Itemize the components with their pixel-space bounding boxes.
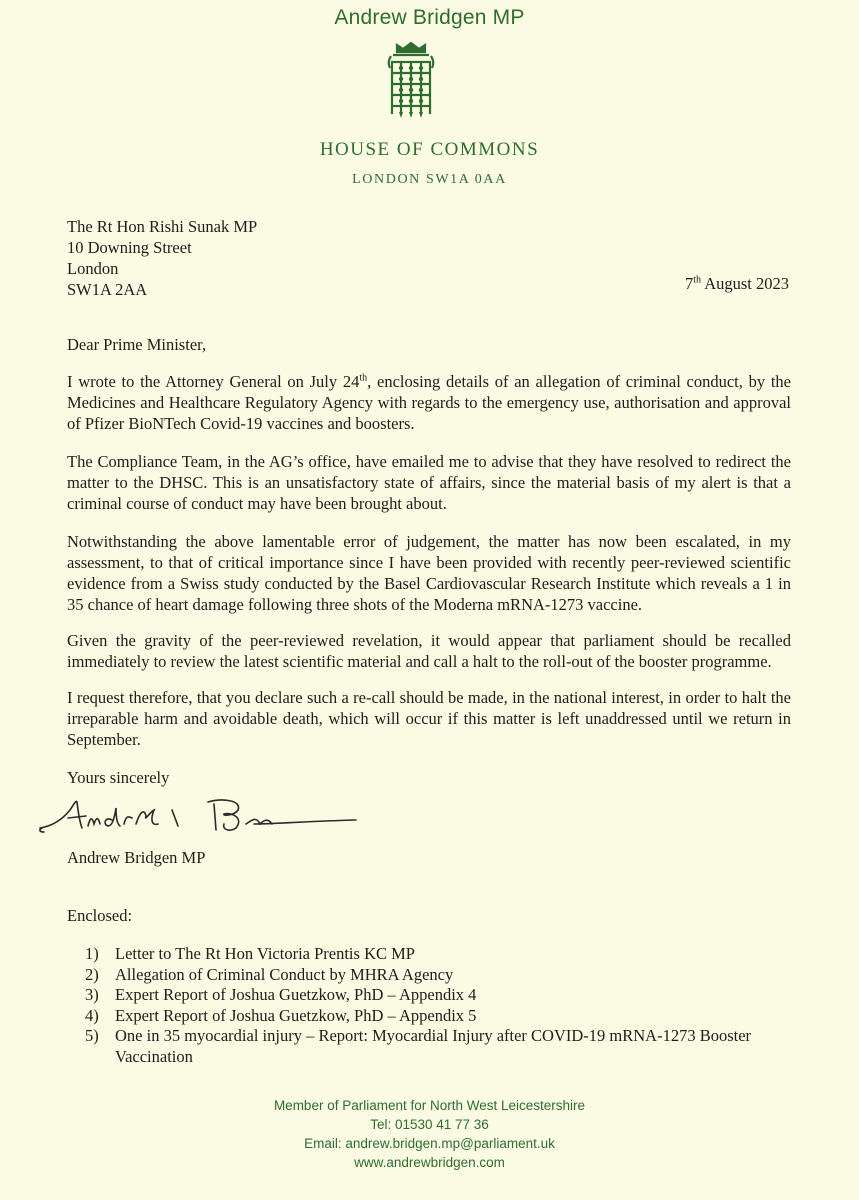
list-item (85, 965, 805, 986)
footer-constituency: Member of Parliament for North West Leicestershire (273, 1098, 586, 1113)
item-number: 2) (85, 964, 99, 984)
recipient-line: SW1A 2AA (67, 280, 148, 299)
footer-email: Email: andrew.bridgen.mp@parliament.uk (304, 1136, 555, 1151)
letterhead-address: LONDON SW1A 0AA (352, 172, 507, 187)
body-paragraph-4: Given the gravity of the peer-reviewed revelation, it would appear that parliament should be recalled immediately to review the latest scientific material and call a halt to the roll-out of the booster programme. (67, 631, 791, 671)
list-item (85, 1006, 805, 1027)
letter-footer (0, 1096, 859, 1172)
recipient-address (67, 216, 257, 300)
list-item (85, 944, 805, 965)
house-of-commons-heading: HOUSE OF COMMONS (319, 139, 540, 160)
item-text: Expert Report of Joshua Guetzkow, PhD – Appendix 5 (115, 1005, 477, 1025)
item-text: One in 35 myocardial injury – Report: Myocardial Injury after COVID-19 mRNA-1273 Booster Vaccination (115, 1026, 752, 1066)
date-month-year: August 2023 (704, 274, 789, 293)
recipient-line: London (67, 259, 119, 278)
mp-name-heading: Andrew Bridgen MP (334, 6, 525, 29)
enclosed-label: Enclosed: (67, 906, 133, 925)
footer-website: www.andrewbridgen.com (354, 1155, 505, 1170)
body-paragraph-1 (67, 371, 791, 434)
letter-date (685, 274, 789, 294)
paragraph-text: I wrote to the Attorney General on July 24 (67, 372, 360, 391)
body-paragraph-2: The Compliance Team, in the AG’s office, have emailed me to advise that they have resolved to redirect the matter to the DHSC. This is an unsatisfactory state of affairs, since the material basis of my alert is that a criminal course of conduct may have been brought about. (67, 452, 791, 513)
body-paragraph-5: I request therefore, that you declare such a re-call should be made, in the national interest, in order to halt the irreparable harm and avoidable death, which will occur if this matter is left unaddressed until we return in September. (67, 688, 791, 749)
item-number: 5) (85, 1026, 99, 1045)
list-item (85, 1026, 805, 1067)
closing: Yours sincerely (67, 768, 170, 787)
footer-telephone: Tel: 01530 41 77 36 (370, 1117, 489, 1132)
portcullis-icon (383, 40, 439, 120)
item-number: 1) (85, 944, 99, 963)
list-item (85, 985, 805, 1006)
paragraph-text: , enclosing details of an allegation of criminal conduct, by the Medicines and Healthcare Regulatory Agency with regards to the emergency use, authorisation and approval of Pfizer BioNTech Covid-19 vaccines and boosters. (67, 372, 791, 433)
recipient-line: 10 Downing Street (67, 238, 192, 257)
signatory-name: Andrew Bridgen MP (67, 848, 206, 867)
date-suffix: th (693, 274, 701, 286)
item-number: 4) (85, 1005, 99, 1025)
salutation: Dear Prime Minister, (67, 335, 207, 354)
item-text: Expert Report of Joshua Guetzkow, PhD – Appendix 4 (115, 985, 477, 1004)
item-text: Letter to The Rt Hon Victoria Prentis KC MP (115, 944, 415, 963)
ordinal-suffix: th (359, 372, 368, 384)
date-day: 7 (684, 274, 694, 293)
signature-image (32, 790, 362, 842)
body-paragraph-3: Notwithstanding the above lamentable error of judgement, the matter has now been escalated, in my assessment, to that of critical importance since I have been provided with recently peer-reviewed scientific evidence from a Swiss study conducted by the Basel Cardiovascular Research Institute which reveals a 1 in 35 chance of heart damage following three shots of the Moderna mRNA-1273 vaccine. (67, 532, 791, 614)
item-number: 3) (85, 985, 99, 1004)
recipient-line: The Rt Hon Rishi Sunak MP (67, 217, 258, 236)
item-text: Allegation of Criminal Conduct by MHRA Agency (115, 964, 454, 984)
enclosures-list (85, 944, 805, 1067)
